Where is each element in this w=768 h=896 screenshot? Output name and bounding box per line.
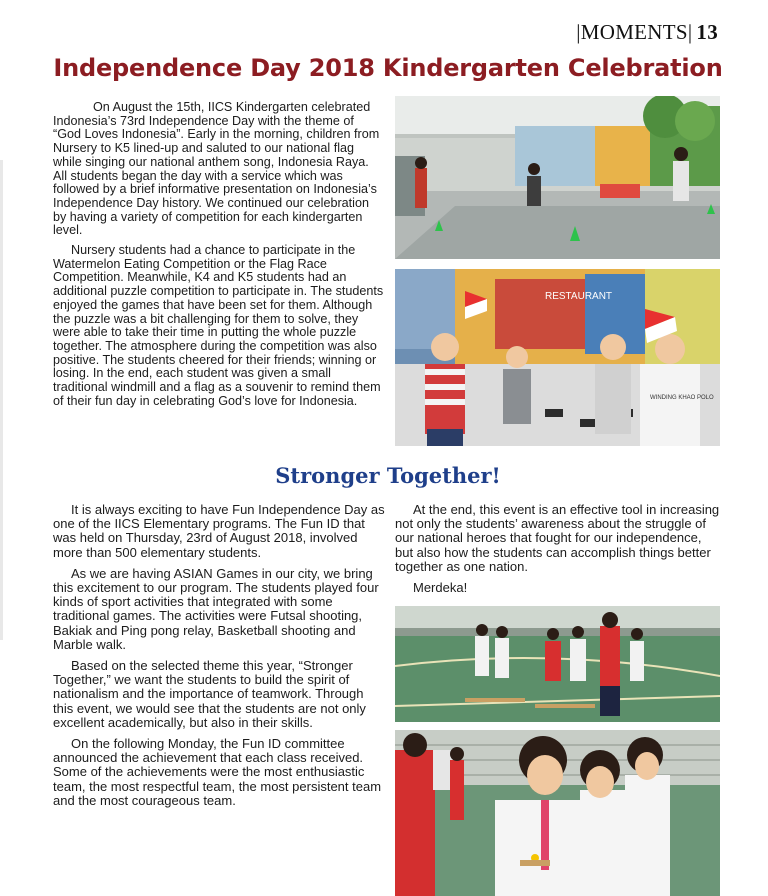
article2-paragraph-4: On the following Monday, the Fun ID committee announced the achievement that each class received. Some of the achievements were the most enthusiastic team, the most respectful team, the most persistent team and the most courageous team. xyxy=(53,736,382,808)
page-edge-shadow xyxy=(0,160,3,640)
photo-marble-walk xyxy=(395,730,720,896)
article2-title: Stronger Together! xyxy=(275,463,501,488)
article2-left-column xyxy=(53,503,385,815)
article2-paragraph-2: As we are having ASIAN Games in our city, we bring this excitement to our program. The students played four kinds of sport activities that integrated with some traditional games. The activities were Futsal shooting, Bakiak and Ping pong relay, Basketball shooting and Marble walk. xyxy=(53,565,379,652)
page-header xyxy=(576,20,718,45)
photo-shirt-text: WINDING KHAO POLO xyxy=(650,395,714,401)
photo-children-flags xyxy=(395,269,720,446)
article-title: Independence Day 2018 Kindergarten Celebration xyxy=(53,54,723,82)
article2-paragraph-1: It is always exciting to have Fun Independence Day as one of the IICS Elementary programs. The Fun ID that was held on Thursday, 23rd of August 2018, involved more than 500 elementary students. xyxy=(53,502,385,560)
article2-paragraph-6: Merdeka! xyxy=(413,580,468,596)
section-label: |MOMENTS| xyxy=(576,20,693,44)
article1-paragraph-1: On August the 15th, IICS Kindergarten celebrated Indonesia’s 73rd Independence Day with the theme of “God Loves Indonesia”. Early in the morning, children from Nursery to K5 lined-up and saluted to our national flag while singing our national anthem song, Indonesia Raya. All students began the day with a service which was followed by a brief informative presentation on Indonesia’s Independence Day history. We continued our celebration by having a variety of competition for each kindergarten level. xyxy=(53,100,380,238)
article2-paragraph-5: At the end, this event is an effective tool in increasing not only the students’ awareness about the struggle of our national heroes that fought for our independence, but also how the students can accomplish things better together as one nation. xyxy=(395,502,720,574)
article2-right-column xyxy=(395,503,720,602)
article1-paragraph-2: Nursery students had a chance to participate in the Watermelon Eating Competition or the Flag Race Competition. Meanwhile, K4 and K5 students had an additional puzzle competition to participate in. The students enjoyed the games that have been set for them. Although the puzzle was a bit challenging for them to solve, they were able to take their time in putting the whole puzzle together. The atmosphere during the competition was also positive. The students cheered for their friends; winning or losing. In the end, each student was given a small traditional windmill and a flag as a souvenir to remind them of their fun day in celebrating God’s love for Indonesia. xyxy=(53,243,384,408)
page-number: 13 xyxy=(696,20,718,44)
article1-body xyxy=(53,101,385,414)
article2-paragraph-3: Based on the selected theme this year, “Stronger Together,” we want the students to build the spirit of nationalism and the importance of teamwork. Through this event, we would see that the students are not only excellent academically, but also in their skills. xyxy=(53,658,366,730)
photo-relay-race xyxy=(395,606,720,722)
photo-kindergarten-hall xyxy=(395,96,720,259)
photo-banner-text: RESTAURANT xyxy=(545,291,613,302)
